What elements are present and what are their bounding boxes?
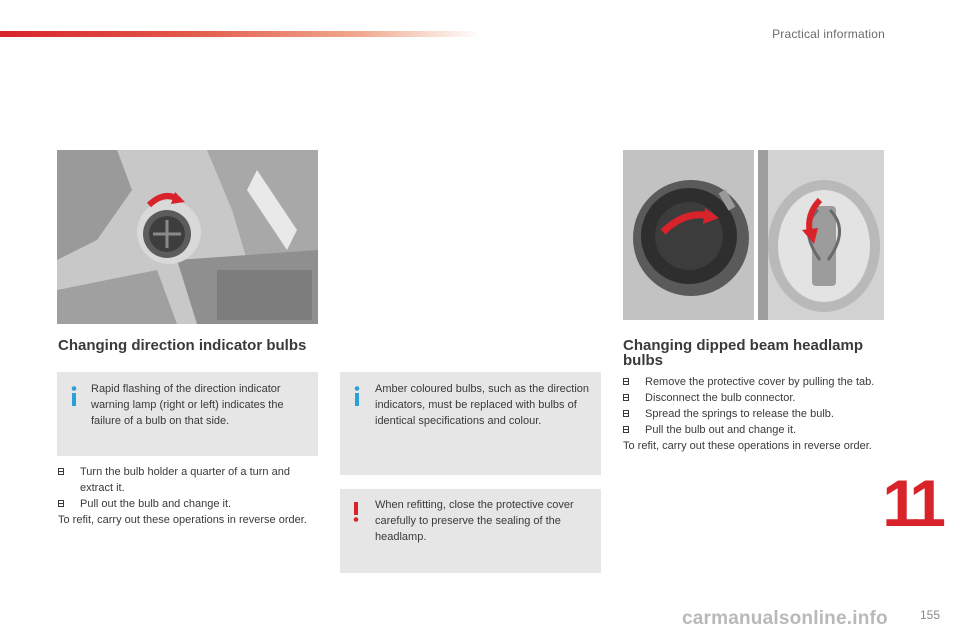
- headlamp-cover-photo: [623, 150, 754, 320]
- bullet-box-icon: [623, 410, 629, 417]
- middle-info-text: Amber coloured bulbs, such as the direction indicators, must be replaced with bulbs of identical specifications and colour.: [375, 383, 590, 427]
- left-info-text: Rapid flashing of the direction indicator warning lamp (right or left) indicates the failure of a bulb on that side.: [91, 383, 284, 427]
- bullet-box-icon: [58, 500, 64, 507]
- section-title: Practical information: [772, 27, 885, 41]
- bullet-box-icon: [623, 394, 629, 401]
- bullet-box-icon: [58, 468, 64, 475]
- middle-warning-box: [340, 489, 601, 573]
- chapter-number: 11: [882, 466, 940, 540]
- right-heading: Changing dipped beam headlamp bulbs: [623, 337, 864, 369]
- right-closing: To refit, carry out these operations in reverse order.: [623, 440, 872, 452]
- info-icon: [70, 386, 78, 406]
- left-heading: Changing direction indicator bulbs: [58, 337, 307, 354]
- direction-indicator-photo: [57, 150, 318, 324]
- left-step-1: Turn the bulb holder a quarter of a turn and extract it.: [58, 464, 320, 496]
- info-icon: [353, 386, 361, 406]
- right-step-3: Spread the springs to release the bulb.: [623, 406, 885, 422]
- headlamp-bulb-photo: [758, 150, 884, 320]
- left-step-2: Pull out the bulb and change it.: [58, 496, 320, 512]
- left-closing: To refit, carry out these operations in reverse order.: [58, 514, 307, 526]
- watermark: carmanualsonline.info: [682, 608, 888, 629]
- left-body: [58, 464, 320, 528]
- right-step-1: Remove the protective cover by pulling the tab.: [623, 374, 885, 390]
- warning-icon: [352, 502, 360, 522]
- middle-warning-text: When refitting, close the protective cover carefully to preserve the sealing of the headlamp.: [375, 499, 574, 543]
- middle-info-box: [340, 372, 601, 475]
- page-number: 155: [919, 608, 940, 622]
- header-accent-bar: [0, 31, 480, 37]
- right-body: [623, 374, 885, 454]
- left-info-box: [57, 372, 318, 456]
- right-step-4: Pull the bulb out and change it.: [623, 422, 885, 438]
- bullet-box-icon: [623, 378, 629, 385]
- right-step-2: Disconnect the bulb connector.: [623, 390, 885, 406]
- bullet-box-icon: [623, 426, 629, 433]
